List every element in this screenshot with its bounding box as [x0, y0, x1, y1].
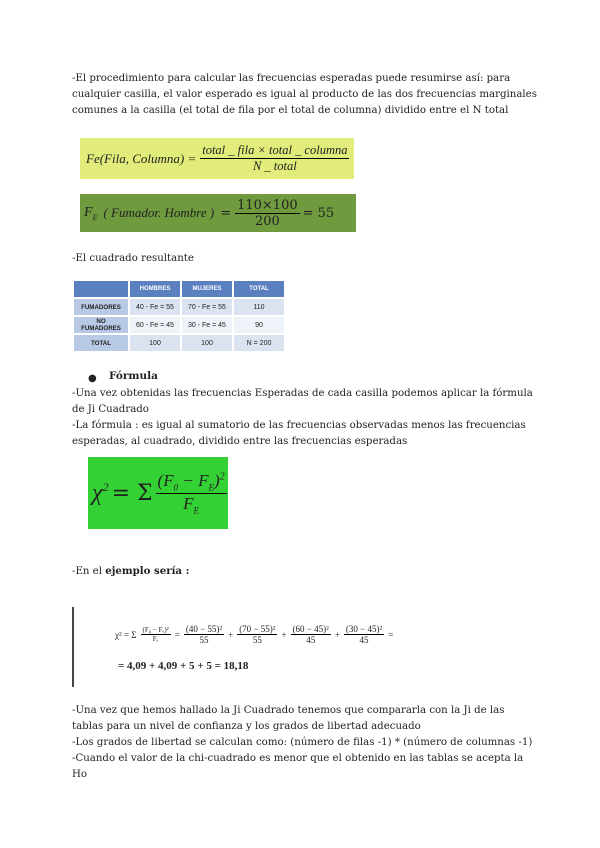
table-header-row: [74, 281, 284, 297]
example-term-2-den: 55: [252, 635, 262, 645]
formula1-denominator: N _ total: [252, 159, 297, 173]
formula2-denominator: 200: [254, 213, 280, 229]
example-computation: χ² = Σ $\frac{\text{(F₀ − Fₑ)²}}{\text{Fₑ}}$ = $\frac{\text{(40 − 55)²}}{55}$ + $\frac{\text{(70 − 55)²}}{55}$ + $\frac{\text{(60 − 45)²}}{45}$ + $\frac{\text{(30 − 45)²}}{45}$ =: [115, 624, 394, 645]
table-header-empty: [74, 281, 128, 297]
formula2-result: = 55: [302, 205, 335, 221]
formula3-lhs: χ: [92, 479, 103, 506]
table-cell: 110: [234, 299, 284, 315]
table-cell: NO FUMADORES: [74, 317, 128, 333]
example-intro-text: -En el: [72, 566, 106, 577]
example-result: = 4,09 + 4,09 + 5 + 5 = 18,18: [118, 660, 249, 672]
formula2-lhs: F: [84, 204, 93, 220]
intro-paragraph: -El procedimiento para calcular las frecuencias esperadas puede resumirse así: para cualquier casilla, el valor esperado es igual al producto de las dos frecuencias marginales comunes a la casilla (el total de fila por el total de columna) dividido entre el N total: [72, 73, 537, 116]
paragraph-accept-ho: -Cuando el valor de la chi-cuadrado es menor que el obtenido en las tablas se acepta la Ho: [72, 753, 524, 780]
formula2-arg: ( Fumador. Hombre ): [103, 205, 215, 220]
formula3-sub-observed: 0: [173, 482, 179, 493]
formula2-lhs-sub: E: [92, 212, 98, 222]
formula2-eq: =: [220, 205, 232, 221]
table-header-total: TOTAL: [234, 281, 284, 297]
formula1-numerator: total _ fila × total _ columna: [202, 143, 348, 157]
expected-frequency-formula: [80, 138, 354, 179]
table-header-mujeres: MUJERES: [182, 281, 232, 297]
formula3-num: (F: [157, 471, 174, 491]
bullet-icon: ●: [88, 373, 97, 384]
example-intro-bold: ejemplo sería :: [105, 565, 190, 577]
example-left-bar: [72, 607, 74, 687]
formula3-num-end: ): [213, 471, 220, 491]
formula3-den-sub: E: [193, 504, 200, 515]
table-cell: TOTAL: [74, 335, 128, 351]
chi-square-formula: [88, 457, 228, 529]
example-term-3-den: 45: [306, 635, 316, 645]
example-term-3-num: (60 − 45)²: [292, 624, 329, 634]
example-term-2-num: (70 − 55)²: [239, 624, 276, 634]
expected-frequency-example: [80, 194, 356, 232]
formula3-sub-expected: E: [208, 482, 214, 493]
table-cell: 40 - Fe = 55: [130, 299, 180, 315]
example-term-4-num: (30 − 45)²: [345, 624, 383, 634]
table-intro: -El cuadrado resultante: [72, 253, 194, 264]
table-header-hombres: HOMBRES: [130, 281, 180, 297]
formula3-num-mid: − F: [178, 471, 209, 491]
paragraph-compare: -Una vez que hemos hallado la Ji Cuadrado tenemos que compararla con la Ji de las tablas para un nivel de confianza y los grados de libertad adecuado: [72, 705, 505, 732]
example-intro: [72, 563, 537, 580]
table-cell: N = 200: [234, 335, 284, 351]
paragraph-formula-description: -La fórmula : es igual al sumatorio de las frecuencias observadas menos las frecuencias esperadas, al cuadrado, dividido entre las frecuencias esperadas: [72, 420, 526, 447]
formula2-numerator: 110×100: [237, 197, 298, 213]
table-cell: 30 - Fe = 45: [182, 317, 232, 333]
example-term-4-den: 45: [359, 635, 369, 645]
paragraph-degrees-freedom: -Los grados de libertad se calculan como: (número de filas -1) * (número de columnas -1): [72, 737, 533, 748]
formula1-lhs: Fe(Fila, Columna) =: [86, 150, 197, 166]
table-cell: FUMADORES: [74, 299, 128, 315]
example-term-general-num: (F₀ − Fₑ)²: [142, 626, 169, 634]
table-cell: 90: [234, 317, 284, 333]
table-row: [74, 335, 284, 351]
contingency-table: [72, 279, 286, 353]
table-row: [74, 317, 284, 333]
table-cell: 60 - Fe = 45: [130, 317, 180, 333]
formula3-num-exp: 2: [219, 471, 225, 483]
formula3-den: F: [183, 493, 194, 513]
formula3-eq: = Σ: [111, 480, 153, 506]
formula3-exp: 2: [102, 479, 109, 494]
formula-heading: Fórmula: [109, 370, 158, 382]
table-cell: 100: [182, 335, 232, 351]
example-term-general-den: Fₑ: [152, 635, 159, 643]
table-row: [74, 299, 284, 315]
example-term-1-den: 55: [199, 635, 209, 645]
table-cell: 70 - Fe = 55: [182, 299, 232, 315]
paragraph-formula-intro: -Una vez obtenidas las frecuencias Esperadas de cada casilla podemos aplicar la fórmula de Ji Cuadrado: [72, 388, 533, 415]
table-cell: 100: [130, 335, 180, 351]
example-term-1-num: (40 − 55)²: [185, 624, 223, 634]
